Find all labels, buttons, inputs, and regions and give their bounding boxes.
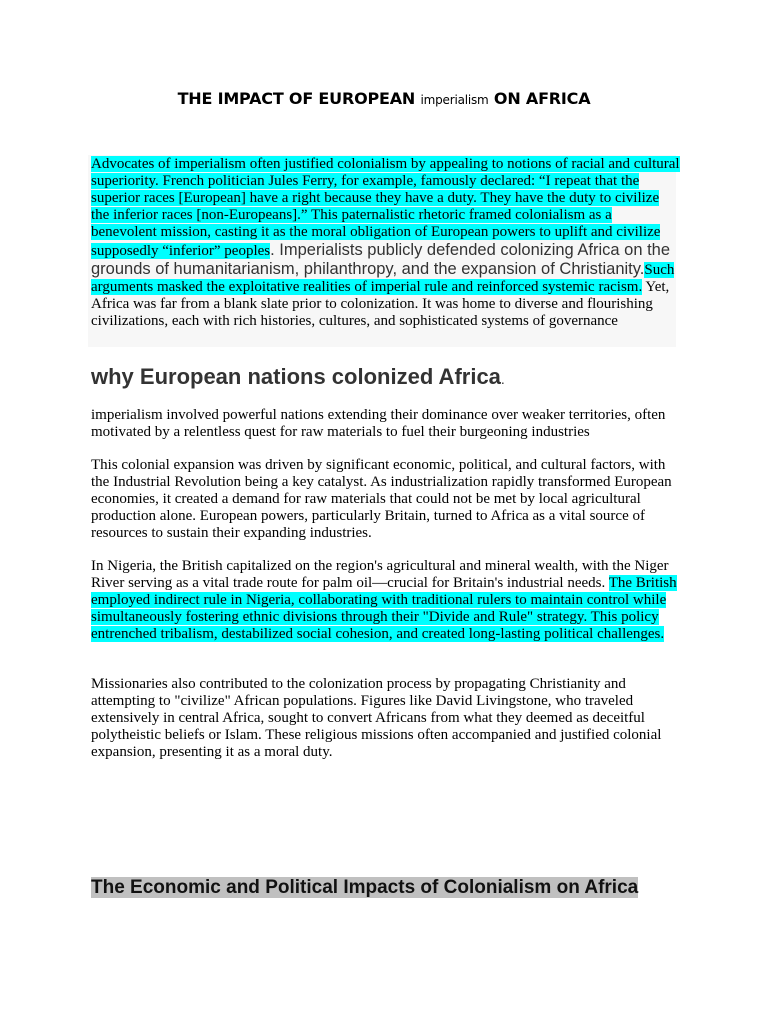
intro-sentence-2: . Imperialists publicly defended colonizing Africa on the grounds of humanitarianism, philanthropy, and the expansion of Christianity. <box>91 241 671 278</box>
paragraph-imperialism: imperialism involved powerful nations extending their dominance over weaker territories, often motivated by a relentless quest for raw materials to fuel their burgeoning industries <box>91 407 666 440</box>
section-heading-impacts <box>91 876 651 899</box>
intro-paragraph <box>91 156 681 330</box>
section-heading-text: why European nations colonized Africa <box>91 364 501 389</box>
nigeria-text: In Nigeria, the British capitalized on the region's agricultural and mineral wealth, with the Niger River serving as a vital trade route for palm oil—crucial for Britain's industrial needs. <box>91 558 669 591</box>
page-title <box>0 88 768 111</box>
intro-sentence-4: Yet, Africa was far from a blank slate prior to colonization. It was home to diverse and flourishing civilizations, each with rich histories, cultures, and sophisticated systems of governance <box>91 279 670 329</box>
intro-highlight-1: Advocates of imperialism often justified colonialism by appealing to notions of racial and cultural superiority. French politician Jules Ferry, for example, famously declared: “I repeat that the superior races [European] have a right because they have a duty. They have the duty to civilize the inferior races [non-Europeans].” This paternalistic rhetoric framed colonialism as a benevolent mission, casting it as the moral obligation of European powers to uplift and civilize supposedly “inferior” peoples <box>91 156 680 259</box>
section-heading-impacts-text: The Economic and Political Impacts of Colonialism on Africa <box>91 877 639 898</box>
paragraph-missionaries: Missionaries also contributed to the colonization process by propagating Christianity and attempting to "civilize" African populations. Figures like David Livingstone, who traveled extensively in central Africa, sought to convert Africans from what they deemed as deceitful polytheistic beliefs or Islam. These religious missions often accompanied and justified colonial expansion, presenting it as a moral duty. <box>91 676 662 760</box>
title-part-2: imperialism <box>420 93 489 107</box>
title-part-3: ON AFRICA <box>488 89 591 108</box>
paragraph-expansion: This colonial expansion was driven by significant economic, political, and cultural factors, with the Industrial Revolution being a key catalyst. As industrialization rapidly transformed European economies, it created a demand for raw materials that could not be met by local agricultural production alone. European powers, particularly Britain, turned to Africa as a vital source of resources to sustain their expanding industries. <box>91 457 672 541</box>
paragraph-nigeria <box>91 558 681 643</box>
section-heading-why-colonized <box>91 363 505 393</box>
nigeria-highlight: The British employed indirect rule in Nigeria, collaborating with traditional rulers to maintain control while simultaneously fostering ethnic divisions through their "Divide and Rule" strategy. This policy entrenched tribalism, destabilized social cohesion, and created long-lasting political challenges. <box>91 575 677 642</box>
section-heading-dot: . <box>500 371 505 387</box>
title-part-1: THE IMPACT OF EUROPEAN <box>177 89 421 108</box>
intro-highlight-2: Such arguments masked the exploitative realities of imperial rule and reinforced systemic racism. <box>91 262 675 295</box>
